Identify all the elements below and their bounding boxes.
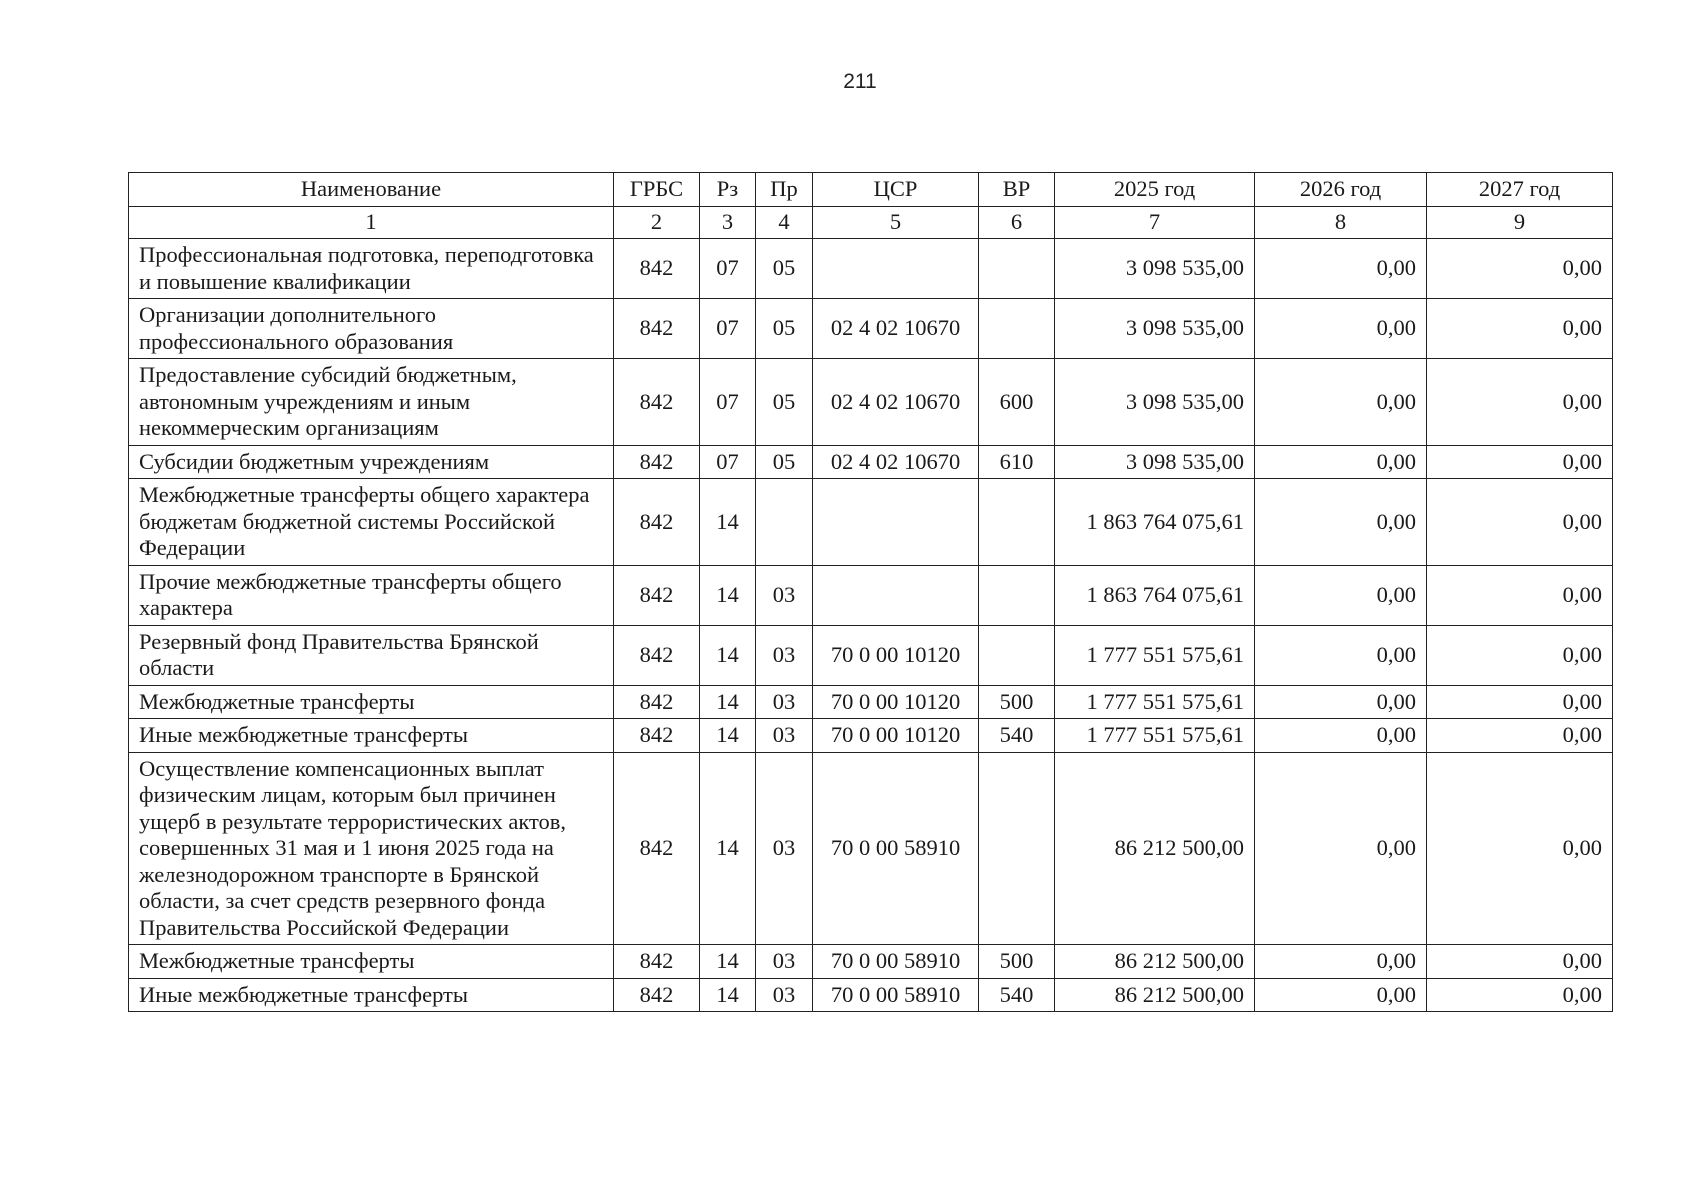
row-pr: 05 — [756, 359, 813, 446]
row-grbs: 842 — [614, 978, 700, 1012]
table-row — [129, 479, 1613, 566]
row-amount-2026: 0,00 — [1255, 445, 1427, 479]
column-number-row — [129, 207, 1613, 239]
row-amount-2025: 1 863 764 075,61 — [1055, 479, 1255, 566]
table-row — [129, 299, 1613, 359]
column-header: ВР — [979, 173, 1055, 207]
column-number: 1 — [129, 207, 614, 239]
row-vr — [979, 299, 1055, 359]
row-amount-2027: 0,00 — [1427, 625, 1613, 685]
column-number: 4 — [756, 207, 813, 239]
column-header: Пр — [756, 173, 813, 207]
row-name: Осуществление компенсационных выплат физическим лицам, которым был причинен ущерб в результате террористических актов, совершенных 31 мая и 1 июня 2025 года на железнодорожном транспорте в Брянской области, за счет средств резервного фонда Правительства Российской Федерации — [129, 752, 614, 945]
table-row — [129, 445, 1613, 479]
row-vr: 500 — [979, 945, 1055, 979]
row-amount-2027: 0,00 — [1427, 685, 1613, 719]
row-name: Межбюджетные трансферты — [129, 685, 614, 719]
row-csr: 70 0 00 10120 — [813, 719, 979, 753]
row-csr: 02 4 02 10670 — [813, 299, 979, 359]
row-pr: 03 — [756, 685, 813, 719]
row-amount-2027: 0,00 — [1427, 445, 1613, 479]
row-rz: 07 — [700, 359, 756, 446]
row-amount-2026: 0,00 — [1255, 719, 1427, 753]
row-amount-2025: 3 098 535,00 — [1055, 239, 1255, 299]
row-rz: 14 — [700, 625, 756, 685]
row-grbs: 842 — [614, 685, 700, 719]
row-amount-2027: 0,00 — [1427, 752, 1613, 945]
row-vr — [979, 752, 1055, 945]
row-vr — [979, 239, 1055, 299]
row-grbs: 842 — [614, 945, 700, 979]
row-vr: 540 — [979, 719, 1055, 753]
row-amount-2026: 0,00 — [1255, 752, 1427, 945]
row-csr: 70 0 00 58910 — [813, 945, 979, 979]
row-pr: 03 — [756, 945, 813, 979]
row-amount-2027: 0,00 — [1427, 359, 1613, 446]
column-number: 7 — [1055, 207, 1255, 239]
table-row — [129, 239, 1613, 299]
row-grbs: 842 — [614, 299, 700, 359]
row-pr: 05 — [756, 299, 813, 359]
row-csr: 70 0 00 58910 — [813, 978, 979, 1012]
row-rz: 14 — [700, 565, 756, 625]
row-name: Иные межбюджетные трансферты — [129, 978, 614, 1012]
table-row — [129, 752, 1613, 945]
row-rz: 07 — [700, 299, 756, 359]
row-amount-2025: 86 212 500,00 — [1055, 978, 1255, 1012]
row-vr — [979, 479, 1055, 566]
row-amount-2027: 0,00 — [1427, 479, 1613, 566]
row-amount-2025: 3 098 535,00 — [1055, 299, 1255, 359]
row-pr: 03 — [756, 719, 813, 753]
row-amount-2026: 0,00 — [1255, 978, 1427, 1012]
row-csr — [813, 479, 979, 566]
header-row — [129, 173, 1613, 207]
row-pr — [756, 479, 813, 566]
table-row — [129, 978, 1613, 1012]
row-grbs: 842 — [614, 625, 700, 685]
row-csr: 02 4 02 10670 — [813, 445, 979, 479]
row-amount-2025: 1 777 551 575,61 — [1055, 625, 1255, 685]
row-amount-2025: 1 863 764 075,61 — [1055, 565, 1255, 625]
row-rz: 14 — [700, 945, 756, 979]
row-name: Субсидии бюджетным учреждениям — [129, 445, 614, 479]
row-grbs: 842 — [614, 239, 700, 299]
row-grbs: 842 — [614, 479, 700, 566]
row-csr — [813, 239, 979, 299]
row-amount-2027: 0,00 — [1427, 945, 1613, 979]
row-amount-2027: 0,00 — [1427, 719, 1613, 753]
table-row — [129, 625, 1613, 685]
row-amount-2025: 1 777 551 575,61 — [1055, 719, 1255, 753]
row-amount-2026: 0,00 — [1255, 239, 1427, 299]
column-header: 2026 год — [1255, 173, 1427, 207]
row-name: Прочие межбюджетные трансферты общего характера — [129, 565, 614, 625]
row-name: Межбюджетные трансферты общего характера бюджетам бюджетной системы Российской Федерации — [129, 479, 614, 566]
row-amount-2025: 86 212 500,00 — [1055, 752, 1255, 945]
column-number: 6 — [979, 207, 1055, 239]
row-pr: 03 — [756, 565, 813, 625]
table-row — [129, 565, 1613, 625]
table-row — [129, 945, 1613, 979]
row-name: Предоставление субсидий бюджетным, автономным учреждениям и иным некоммерческим организациям — [129, 359, 614, 446]
table-row — [129, 685, 1613, 719]
row-name: Межбюджетные трансферты — [129, 945, 614, 979]
row-vr — [979, 625, 1055, 685]
column-number: 3 — [700, 207, 756, 239]
page-number: 211 — [843, 70, 877, 93]
row-rz: 14 — [700, 978, 756, 1012]
row-grbs: 842 — [614, 445, 700, 479]
row-grbs: 842 — [614, 565, 700, 625]
column-header: Рз — [700, 173, 756, 207]
row-csr: 70 0 00 58910 — [813, 752, 979, 945]
row-pr: 03 — [756, 752, 813, 945]
row-amount-2025: 3 098 535,00 — [1055, 359, 1255, 446]
row-pr: 03 — [756, 625, 813, 685]
row-amount-2027: 0,00 — [1427, 565, 1613, 625]
row-pr: 05 — [756, 239, 813, 299]
row-csr: 02 4 02 10670 — [813, 359, 979, 446]
column-number: 8 — [1255, 207, 1427, 239]
row-csr: 70 0 00 10120 — [813, 685, 979, 719]
row-vr — [979, 565, 1055, 625]
row-grbs: 842 — [614, 359, 700, 446]
budget-table — [128, 172, 1613, 1012]
row-amount-2025: 86 212 500,00 — [1055, 945, 1255, 979]
row-rz: 14 — [700, 719, 756, 753]
row-amount-2026: 0,00 — [1255, 685, 1427, 719]
row-vr: 610 — [979, 445, 1055, 479]
column-number: 9 — [1427, 207, 1613, 239]
row-csr: 70 0 00 10120 — [813, 625, 979, 685]
row-name: Резервный фонд Правительства Брянской области — [129, 625, 614, 685]
row-amount-2026: 0,00 — [1255, 479, 1427, 566]
row-amount-2027: 0,00 — [1427, 978, 1613, 1012]
row-amount-2026: 0,00 — [1255, 565, 1427, 625]
row-vr: 540 — [979, 978, 1055, 1012]
column-header: 2025 год — [1055, 173, 1255, 207]
column-header: ГРБС — [614, 173, 700, 207]
row-rz: 14 — [700, 752, 756, 945]
row-grbs: 842 — [614, 752, 700, 945]
row-pr: 03 — [756, 978, 813, 1012]
column-number: 2 — [614, 207, 700, 239]
row-csr — [813, 565, 979, 625]
row-amount-2025: 3 098 535,00 — [1055, 445, 1255, 479]
row-rz: 14 — [700, 685, 756, 719]
table-row — [129, 719, 1613, 753]
row-amount-2026: 0,00 — [1255, 299, 1427, 359]
row-rz: 07 — [700, 445, 756, 479]
row-rz: 14 — [700, 479, 756, 566]
row-amount-2026: 0,00 — [1255, 359, 1427, 446]
row-name: Организации дополнительного профессионального образования — [129, 299, 614, 359]
row-pr: 05 — [756, 445, 813, 479]
column-header: 2027 год — [1427, 173, 1613, 207]
column-header: Наименование — [129, 173, 614, 207]
row-rz: 07 — [700, 239, 756, 299]
row-grbs: 842 — [614, 719, 700, 753]
row-vr: 600 — [979, 359, 1055, 446]
row-amount-2026: 0,00 — [1255, 945, 1427, 979]
row-amount-2027: 0,00 — [1427, 299, 1613, 359]
row-amount-2026: 0,00 — [1255, 625, 1427, 685]
row-amount-2027: 0,00 — [1427, 239, 1613, 299]
column-number: 5 — [813, 207, 979, 239]
table-row — [129, 359, 1613, 446]
row-name: Иные межбюджетные трансферты — [129, 719, 614, 753]
row-name: Профессиональная подготовка, переподготовка и повышение квалификации — [129, 239, 614, 299]
row-amount-2025: 1 777 551 575,61 — [1055, 685, 1255, 719]
row-vr: 500 — [979, 685, 1055, 719]
column-header: ЦСР — [813, 173, 979, 207]
